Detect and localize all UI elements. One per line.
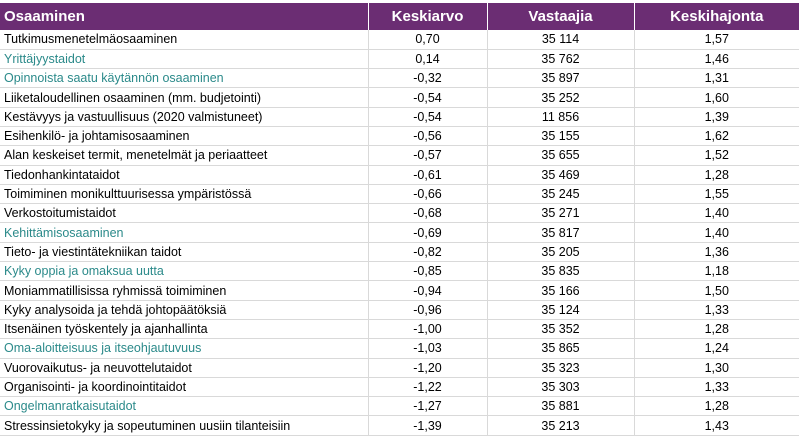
sd-value: 1,60: [634, 88, 799, 107]
sd-value: 1,39: [634, 107, 799, 126]
mean-value: -1,03: [368, 339, 487, 358]
table-row: [0, 223, 799, 242]
sd-value: 1,24: [634, 339, 799, 358]
mean-value: -1,27: [368, 397, 487, 416]
respondents-value: 35 124: [487, 300, 634, 319]
header-osaaminen: Osaaminen: [0, 3, 368, 30]
respondents-value: 11 856: [487, 107, 634, 126]
table-row: [0, 165, 799, 184]
table-row: [0, 358, 799, 377]
competence-name: Vuorovaikutus- ja neuvottelutaidot: [0, 358, 368, 377]
sd-value: 1,55: [634, 184, 799, 203]
competence-name: Opinnoista saatu käytännön osaaminen: [0, 69, 368, 88]
competence-name: Kestävyys ja vastuullisuus (2020 valmistuneet): [0, 107, 368, 126]
mean-value: -1,00: [368, 319, 487, 338]
table-row: [0, 88, 799, 107]
header-keskihajonta: Keskihajonta: [670, 8, 764, 25]
competence-name: Alan keskeiset termit, menetelmät ja periaatteet: [0, 146, 368, 165]
competence-name: Yrittäjyystaidot: [0, 49, 368, 68]
competence-name: Esihenkilö- ja johtamisosaaminen: [0, 126, 368, 145]
table-row: [0, 69, 799, 88]
mean-value: -0,54: [368, 88, 487, 107]
table-row: [0, 281, 799, 300]
competence-name: Kyky oppia ja omaksua uutta: [0, 262, 368, 281]
respondents-value: 35 835: [487, 262, 634, 281]
mean-value: 0,70: [368, 30, 487, 49]
sd-value: 1,28: [634, 397, 799, 416]
mean-value: -1,39: [368, 416, 487, 435]
table-row: [0, 377, 799, 396]
table-row: [0, 416, 799, 435]
mean-value: -0,61: [368, 165, 487, 184]
respondents-value: 35 323: [487, 358, 634, 377]
respondents-value: 35 155: [487, 126, 634, 145]
table-row: [0, 126, 799, 145]
respondents-value: 35 303: [487, 377, 634, 396]
mean-value: -0,94: [368, 281, 487, 300]
competence-name: Stressinsietokyky ja sopeutuminen uusiin tilanteisiin: [0, 416, 368, 435]
sd-value: 1,40: [634, 223, 799, 242]
table-row: [0, 184, 799, 203]
sd-value: 1,36: [634, 242, 799, 261]
competence-name: Organisointi- ja koordinointitaidot: [0, 377, 368, 396]
mean-value: -0,56: [368, 126, 487, 145]
mean-value: -0,32: [368, 69, 487, 88]
respondents-value: 35 897: [487, 69, 634, 88]
sd-value: 1,28: [634, 319, 799, 338]
respondents-value: 35 114: [487, 30, 634, 49]
sd-value: 1,57: [634, 30, 799, 49]
sd-value: 1,31: [634, 69, 799, 88]
competence-name: Kyky analysoida ja tehdä johtopäätöksiä: [0, 300, 368, 319]
table-row: [0, 30, 799, 49]
sd-value: 1,40: [634, 204, 799, 223]
competence-name: Tieto- ja viestintätekniikan taidot: [0, 242, 368, 261]
competence-name: Moniammatillisissa ryhmissä toimiminen: [0, 281, 368, 300]
mean-value: -0,57: [368, 146, 487, 165]
respondents-value: 35 469: [487, 165, 634, 184]
respondents-value: 35 817: [487, 223, 634, 242]
competence-name: Tiedonhankintataidot: [0, 165, 368, 184]
header-vastaajia: Vastaajia: [487, 3, 634, 30]
respondents-value: 35 271: [487, 204, 634, 223]
competence-name: Itsenäinen työskentely ja ajanhallinta: [0, 319, 368, 338]
header-keskiarvo: Keskiarvo: [368, 3, 487, 30]
competence-name: Kehittämisosaaminen: [0, 223, 368, 242]
table-row: [0, 397, 799, 416]
competence-table: [0, 3, 799, 436]
sd-value: 1,52: [634, 146, 799, 165]
mean-value: -0,68: [368, 204, 487, 223]
table-row: [0, 242, 799, 261]
mean-value: -0,66: [368, 184, 487, 203]
sd-value: 1,50: [634, 281, 799, 300]
sd-value: 1,46: [634, 49, 799, 68]
header-row: [0, 3, 799, 30]
table-row: [0, 300, 799, 319]
table-row: [0, 319, 799, 338]
sd-value: 1,33: [634, 300, 799, 319]
sd-value: 1,30: [634, 358, 799, 377]
mean-value: -0,96: [368, 300, 487, 319]
table-row: [0, 49, 799, 68]
respondents-value: 35 865: [487, 339, 634, 358]
mean-value: -1,22: [368, 377, 487, 396]
table-row: [0, 262, 799, 281]
sd-value: 1,28: [634, 165, 799, 184]
mean-value: -0,54: [368, 107, 487, 126]
sd-value: 1,18: [634, 262, 799, 281]
respondents-value: 35 881: [487, 397, 634, 416]
mean-value: -0,82: [368, 242, 487, 261]
mean-value: 0,14: [368, 49, 487, 68]
sd-value: 1,43: [634, 416, 799, 435]
respondents-value: 35 213: [487, 416, 634, 435]
respondents-value: 35 245: [487, 184, 634, 203]
respondents-value: 35 655: [487, 146, 634, 165]
table-row: [0, 204, 799, 223]
sd-value: 1,62: [634, 126, 799, 145]
respondents-value: 35 762: [487, 49, 634, 68]
table-body: [0, 30, 799, 435]
respondents-value: 35 166: [487, 281, 634, 300]
table-row: [0, 107, 799, 126]
competence-name: Ongelmanratkaisutaidot: [0, 397, 368, 416]
mean-value: -0,85: [368, 262, 487, 281]
competence-name: Verkostoitumistaidot: [0, 204, 368, 223]
respondents-value: 35 252: [487, 88, 634, 107]
table-row: [0, 339, 799, 358]
respondents-value: 35 352: [487, 319, 634, 338]
mean-value: -0,69: [368, 223, 487, 242]
table-row: [0, 146, 799, 165]
sd-value: 1,33: [634, 377, 799, 396]
mean-value: -1,20: [368, 358, 487, 377]
competence-name: Liiketaloudellinen osaaminen (mm. budjetointi): [0, 88, 368, 107]
competence-name: Tutkimusmenetelmäosaaminen: [0, 30, 368, 49]
competence-name: Oma-aloitteisuus ja itseohjautuvuus: [0, 339, 368, 358]
competence-name: Toimiminen monikulttuurisessa ympäristössä: [0, 184, 368, 203]
respondents-value: 35 205: [487, 242, 634, 261]
